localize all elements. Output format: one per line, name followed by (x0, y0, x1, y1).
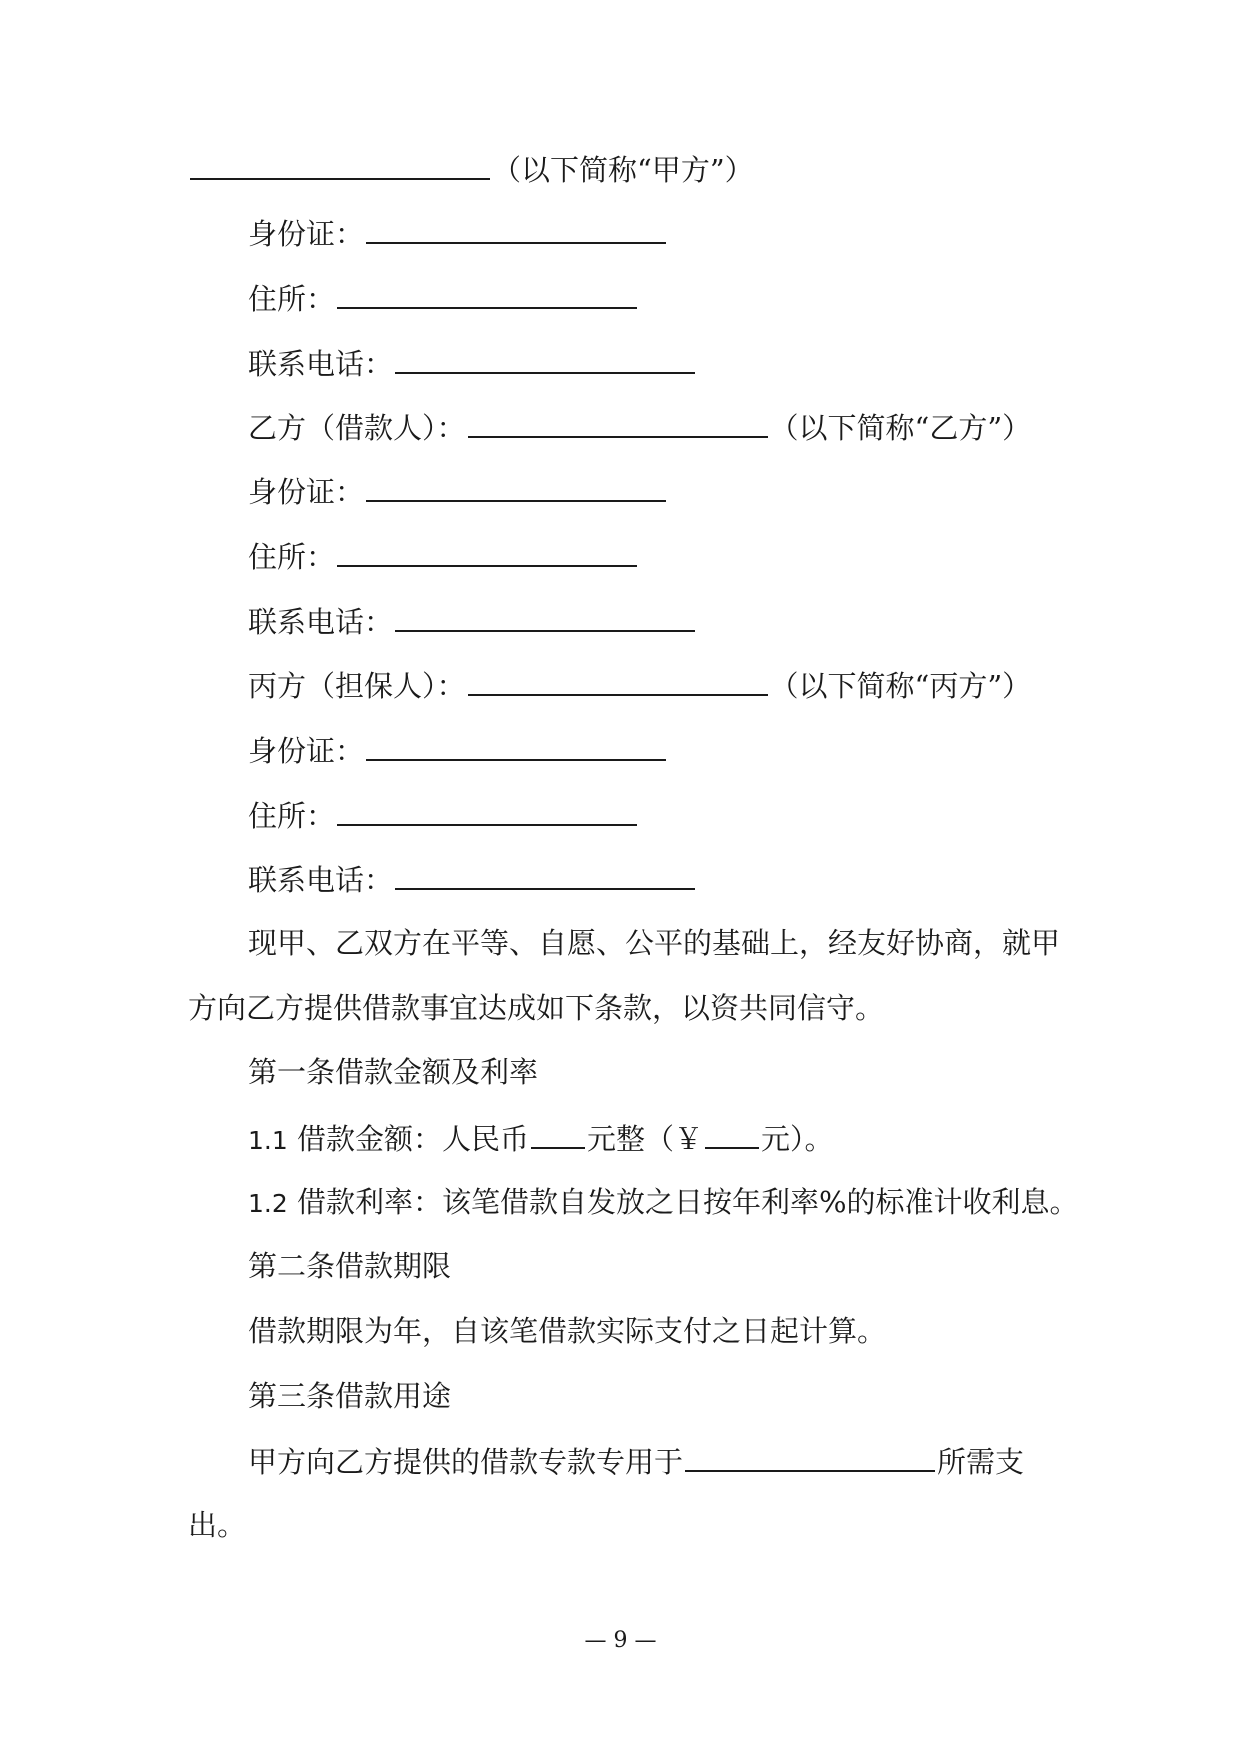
party-a-suffix: （以下简称“甲方”） (492, 153, 754, 187)
party-a-phone-blank (395, 342, 695, 374)
party-b-address-blank (337, 535, 637, 567)
party-c-phone-label: 联系电话： (248, 863, 394, 897)
party-c-address-blank (337, 794, 637, 826)
party-c-address-label: 住所： (248, 799, 336, 833)
party-a-phone-label: 联系电话： (248, 347, 394, 381)
party-a-id-line (248, 212, 668, 254)
party-b-id-blank (366, 470, 666, 502)
party-c-suffix: （以下简称“丙方”） (769, 669, 1032, 703)
party-a-id-label: 身份证： (248, 217, 365, 251)
party-b-id-label: 身份证： (248, 475, 365, 509)
party-b-title: 乙方（借款人）： (248, 411, 466, 445)
intro-line-1: 现甲、乙双方在平等、自愿、公平的基础上，经友好协商，就甲 (248, 926, 1061, 960)
intro-line-2: 方向乙方提供借款事宜达成如下条款，以资共同信守。 (188, 991, 885, 1025)
article3-text-line-2: 出。 (188, 1508, 247, 1542)
purpose-blank (685, 1440, 935, 1472)
party-c-line (248, 664, 1031, 706)
party-b-name-blank (468, 406, 768, 438)
article1-title: 第一条借款金额及利率 (248, 1055, 539, 1089)
amount-digits-blank (705, 1117, 759, 1149)
article1-item2-text: 借款利率：该笔借款自发放之日按年利率%的标准计收利息。 (287, 1185, 1079, 1219)
party-c-phone-line (248, 858, 697, 900)
party-a-line (188, 148, 754, 190)
party-c-id-blank (366, 729, 666, 761)
article1-item2-number: 1.2 (248, 1189, 288, 1218)
party-c-address-line (248, 794, 639, 836)
party-c-id-label: 身份证： (248, 734, 365, 768)
article1-item1-text-a: 借款金额：人民币 (287, 1122, 529, 1156)
party-b-address-line (248, 535, 639, 577)
article1-item1 (248, 1117, 834, 1161)
party-a-address-label: 住所： (248, 282, 336, 316)
party-a-address-line (248, 277, 639, 319)
article1-item1-text-c: 元）。 (761, 1122, 834, 1156)
article1-item1-number: 1.1 (248, 1126, 288, 1155)
article1-item1-text-b: 元整（￥ (586, 1122, 703, 1156)
article3-text-b: 所需支 (937, 1445, 1025, 1479)
party-a-address-blank (337, 277, 637, 309)
article3-title: 第三条借款用途 (248, 1379, 452, 1413)
party-b-phone-label: 联系电话： (248, 605, 394, 639)
article3-text-line-1 (248, 1440, 1024, 1482)
party-c-id-line (248, 729, 668, 771)
party-c-phone-blank (395, 858, 695, 890)
party-c-title: 丙方（担保人）： (248, 669, 466, 703)
amount-words-blank (531, 1117, 585, 1149)
party-b-phone-line (248, 600, 697, 642)
party-a-phone-line (248, 342, 697, 384)
article3-text-a: 甲方向乙方提供的借款专款专用于 (248, 1445, 684, 1479)
article2-text: 借款期限为年，自该笔借款实际支付之日起计算。 (248, 1314, 887, 1348)
article2-title: 第二条借款期限 (248, 1249, 452, 1283)
party-b-line (248, 406, 1031, 448)
party-b-address-label: 住所： (248, 540, 336, 574)
party-b-id-line (248, 470, 668, 512)
party-b-phone-blank (395, 600, 695, 632)
party-c-name-blank (468, 664, 768, 696)
party-a-name-blank (190, 148, 490, 180)
page-number: — 9 — (584, 1628, 657, 1653)
article1-item2 (248, 1182, 1079, 1224)
party-a-id-blank (366, 212, 666, 244)
party-b-suffix: （以下简称“乙方”） (769, 411, 1032, 445)
